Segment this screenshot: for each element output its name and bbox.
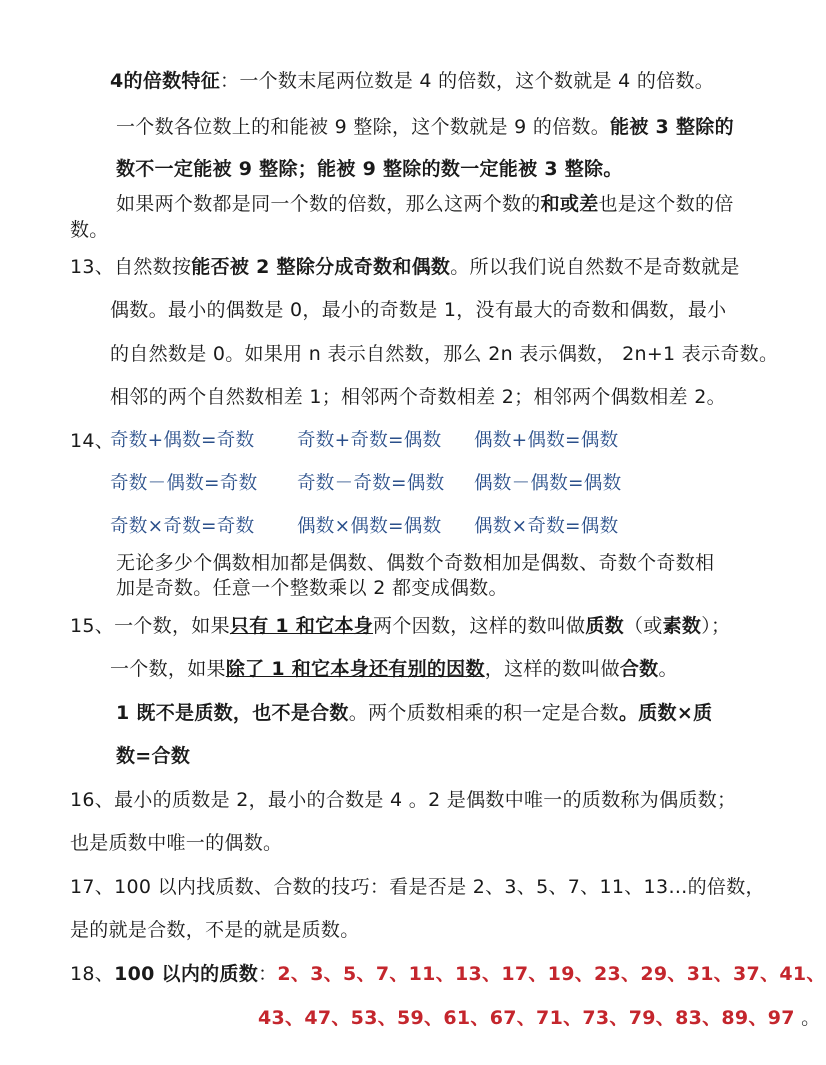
- text: 的自然数是 0。如果用 n 表示自然数，那么 2n 表示偶数， 2n+1 表示奇数。: [110, 343, 779, 365]
- line-18-b: [258, 1003, 820, 1030]
- line-15: [70, 611, 730, 638]
- line-multiple-of-4: [110, 66, 714, 93]
- bold-text: 数不一定能被 9 整除；能被 9 整除的数一定能被 3 整除。: [116, 158, 623, 180]
- bold-text: 。质数×质: [618, 702, 713, 724]
- text: ：一个数末尾两位数是 4 的倍数，这个数就是 4 的倍数。: [220, 70, 715, 92]
- rule-r1-c2: 奇数+奇数=偶数: [297, 430, 442, 451]
- rule-r1-c3: 偶数+偶数=偶数: [474, 430, 619, 451]
- text: 两个因数，这样的数叫做: [373, 615, 586, 637]
- line-17: [70, 872, 765, 899]
- text: 16、最小的质数是 2，最小的合数是 4 。2 是偶数中唯一的质数称为偶质数；: [70, 789, 737, 811]
- text: 。所以我们说自然数不是奇数就是: [450, 256, 740, 278]
- underlined-term: 只有 1 和它本身: [229, 615, 374, 637]
- text: 偶数。最小的偶数是 0，最小的奇数是 1，没有最大的奇数和偶数，最小: [110, 299, 727, 321]
- text: 无论多少个偶数相加都是偶数、偶数个奇数相加是偶数、奇数个奇数相: [116, 552, 715, 574]
- line-15-c: [116, 698, 712, 725]
- line-15-d: [116, 741, 190, 768]
- line-16: [70, 785, 736, 812]
- rule-r3-c2: 偶数×偶数=偶数: [297, 516, 442, 537]
- text: ）；: [701, 615, 731, 637]
- text: ：: [258, 963, 278, 985]
- rule-r1-c1: 奇数+偶数=奇数: [110, 430, 255, 451]
- line-13-c: [110, 339, 778, 366]
- rule-r2-c3: 偶数－偶数=偶数: [474, 473, 622, 494]
- line-14-note-a: [116, 548, 714, 575]
- term-multiple-of-4: 4的倍数特征: [110, 70, 221, 92]
- line-sum-difference: [116, 189, 734, 216]
- rule-r3-c1: 奇数×奇数=奇数: [110, 516, 255, 537]
- line-13: [70, 252, 740, 279]
- line-sum-difference-cont: [70, 215, 109, 242]
- text: 如果两个数都是同一个数的倍数，那么这两个数的: [116, 193, 541, 215]
- line-divisible-3-9: [116, 154, 623, 181]
- text: 相邻的两个自然数相差 1；相邻两个奇数相差 2；相邻两个偶数相差 2。: [110, 386, 726, 408]
- text: 也是质数中唯一的偶数。: [70, 832, 283, 854]
- text: 13、自然数按: [70, 256, 192, 278]
- line-14-note-b: [116, 573, 508, 600]
- bold-text: 1 既不是质数，也不是合数: [116, 702, 349, 724]
- item-number: 18、: [70, 963, 115, 985]
- text: 15、一个数，如果: [70, 615, 230, 637]
- rule-r3-c3: 偶数×奇数=偶数: [474, 516, 619, 537]
- bold-text: 100 以内的质数: [114, 963, 259, 985]
- line-13-d: [110, 382, 726, 409]
- text: 一个数，如果: [110, 658, 226, 680]
- line-13-b: [110, 295, 726, 322]
- term-prime: 质数: [585, 615, 624, 637]
- prime-list: 43、47、53、59、61、67、71、73、79、83、89、97: [258, 1007, 795, 1029]
- text: ，这样的数叫做: [484, 658, 620, 680]
- text: 17、100 以内找质数、合数的技巧：看是否是 2、3、5、7、11、13…的倍数，: [70, 876, 765, 898]
- prime-list: 2、3、5、7、11、13、17、19、23、29、31、37、41、: [277, 963, 826, 985]
- line-16-b: [70, 828, 282, 855]
- line-17-b: [70, 915, 360, 942]
- bold-text: 数=合数: [116, 745, 191, 767]
- text: 。: [794, 1007, 821, 1029]
- underlined-term: 除了 1 和它本身还有别的因数: [225, 658, 485, 680]
- text: 加是奇数。任意一个整数乘以 2 都变成偶数。: [116, 577, 508, 599]
- line-18: [70, 959, 826, 986]
- text: 。: [658, 658, 678, 680]
- line-15-b: [110, 654, 678, 681]
- rule-r2-c1: 奇数－偶数=奇数: [110, 473, 258, 494]
- term-prime-alt: 素数: [662, 615, 702, 637]
- text: 是的就是合数，不是的就是质数。: [70, 919, 360, 941]
- rule-r2-c2: 奇数－奇数=偶数: [297, 473, 445, 494]
- text: 数。: [70, 219, 109, 241]
- text: 也是这个数的倍: [598, 193, 734, 215]
- bold-text: 能否被 2 整除分成奇数和偶数: [191, 256, 451, 278]
- text: （或: [623, 615, 663, 637]
- text: 一个数各位数上的和能被 9 整除，这个数就是 9 的倍数。: [116, 116, 611, 138]
- line-14-prefix: [70, 426, 114, 453]
- item-number: 14、: [70, 430, 115, 452]
- bold-text: 能被 3 整除的: [610, 116, 734, 138]
- term-sum-or-difference: 和或差: [540, 193, 599, 215]
- line-multiple-of-9: [116, 112, 734, 139]
- text: 。两个质数相乘的积一定是合数: [348, 702, 619, 724]
- term-composite: 合数: [619, 658, 659, 680]
